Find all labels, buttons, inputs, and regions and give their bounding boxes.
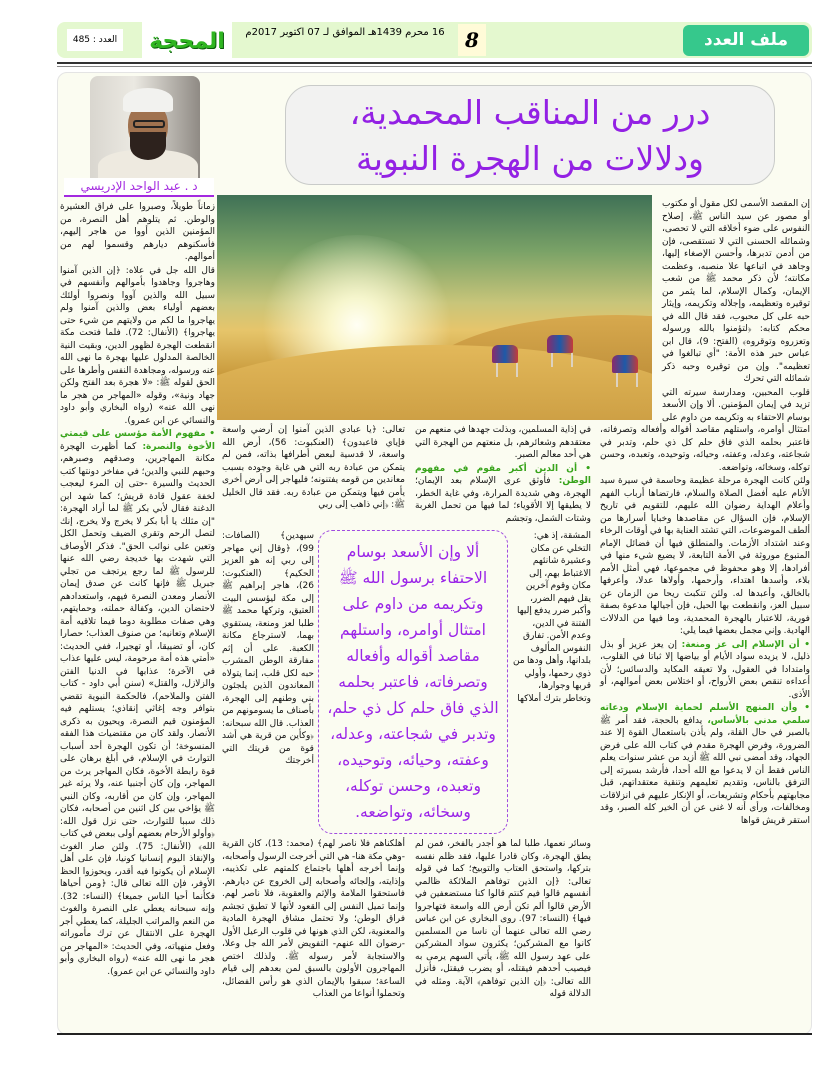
paragraph [60,428,215,978]
section-tab: ملف العدد [683,25,809,56]
paragraph: سيهدين﴾ (الصافات: 99)، ﴿وقال إني مهاجر إلى ربي إنه هو العزيز الحكيم﴾ (العنكبوت: 26)، هاجر إبراهيم ﷺ إلى مكة ليؤسس البيت العتيق، وتركها محمد ﷺ طلبا لعز ومنعة، يستقوي بهما، لاسترجاع مكانة الكعبة. على أن إثم مفارقة الوطن المشرب حبه لكل قلب، إنما يتولاه المعاندون الذين يلجئون بني وطنهم إلى الهجرة، بأصناف ما يسومونهم من العذاب. قال الله سبحانه: ﴿وكأين من قرية هي أشد قوة من قريتك التي أخرجتك [222,531,314,766]
subheading: • أن الإسلام إلى عز ومنعة: [677,639,810,650]
header-divider [57,62,812,64]
paragraph: زماناً طويلاً، وصبروا على فراق العشيرة والوطن. ثم يتلوهم أهل النصرة، من المؤمنين الذين أووا من هاجر إليهم، فأسكنوهم ديارهم وقسموا لهم من أموالهم. [60,202,215,262]
column-left [60,201,215,979]
paragraph: ولئن كانت الهجرة مرحلة عظيمة وحاسمة في سيرة سيد الأنام عليه أفضل الصلاة والسلام، فارتضاها أرباب الفهم وأعلام الهداية رضوان الله عليهم، للتقويم في تاريخ الإسلام، فإن السؤال عن مقاصدها وخبايا أسرارها من ألطف الموضوعات، التي تشتد العناية بها في أوقات الرخاء وعند اشتداد الأزمات. والمنطلق فيها أن فضائل الإمام المتبوع موروثة في الأمة التابعة، لا يضيع شيء منها في أفرادها، إلا وهو محفوظ في مجموعها، فهي أمثل الأمم بلاء، وأسدها اهتداء، وأرحمها، وأولاها عدلا، وأعرفها بالخالق، وأعبدها له. ولئن تنكبت ريحا من الزمان عن سبيل العز، وانقطعت بها الحيل، فإن أجيالها مدعوة بصفة فورية، للاعتبار بالهجرة المحمدية، وما فيها من الدلالات الهادية. وإني مجمل بعضها فيما يلي: [600,476,810,636]
paragraph [600,639,810,702]
column-second-top [222,424,405,513]
paragraph-text: يدافع بالحجة، فقد أمر ﷺ بالصبر في حال القلة، ولم يأذن باستعمال القوة إلا عند الضرورة، وفرض الهجرة مقدم في كتاب الله على فرض الجهاد، وقد أمضى نبي الله ﷺ أزيد من عشر سنوات يعلم الناس فقط أن لا يدعوا مع الله أحدا، فأرشد بسيرته إلى الترفق بالناس، وتقديم تعليمهم وتنقية معتقداتهم، قبل مجابهتهم بأحكام وتشريعات، أو الإنكار عليهم في انزلاقات ومخالفات، ورأى أنه لا غنى عن أن الخير كله الصبر، وقد استقر قريش قواها [600,715,810,826]
column-middle-top [415,424,591,526]
camel-icon [547,335,573,353]
article-title [285,85,775,185]
image-wrap-spacer [600,198,662,422]
paragraph: وسائر نعمها، طلبا لما هو أجدر بالفخر، فمن لم يطق الهجرة، وكان قادرا عليها، فقد ظلم نفسه بتركها، واستحق العتاب والتوبيخ؛ كما في قوله تعالى: ﴿إن الذين توفاهم الملائكة ظالمي أنفسهم قالوا فيم كنتم قالوا كنا مستضعفين في الأرض قالوا ألم تكن أرض الله واسعة فتهاجروا فيها﴾ (النساء: 97). روى البخاري عن ابن عباس رضي الله تعالى عنهما أن ناسا من المسلمين كانوا مع المشركين؛ يكثرون سواد المشركين على عهد رسول الله ﷺ، يأتي السهم يرمى به فيصيب أحدهم فيقتله، أو يضرب فيقتل، فأنزل الله تعالى: ﴿إن الذين توفاهم﴾ الآية. ومثله في الدلالة قوله [415,839,591,999]
paragraph-text: فأوثق عرى الإسلام بعد الإيمان؛ الهجرة، وهي شديدة المرارة، وفي غاية الخطر، لا يطيقها إلا الأقوياء؛ لما فيها من تحمل الغربة وشتات الشمل، وتجشم [415,476,591,524]
subheading: • وأن المنهج الأسلم لحماية الإسلام ودعاته سلمي مدني بالأساس، [600,703,810,726]
page-number: 8 [458,24,486,56]
newspaper-logo: المحجة [142,22,232,62]
middle-columns [222,424,591,1002]
title-line-1: درر من المناقب المحمدية، [349,93,711,132]
column-second-narrow [222,530,314,769]
paragraph: أهلكناهم فلا ناصر لهم﴾ (محمد: 13)، كان القرية -وهي مكة هنا- هي التي أخرجت الرسول وأصحابه، وإنما أخرجه أهلها باجتماع كلمتهم على تكذيبه، وإذايته، وإلجائه وأصحابه إلى الخروج عن ديارهم. فاستحقوا الملامة والإثم والعقوبة، فلا ناصر لهم. وإنما تميل النفس إلى القعود لأنها لا تطيق تجشم فراق الوطن؛ ولا تحتمل مشاق الهجرة المادية والمعنوية، لكن الذي هونها في قلوب الرعيل الأول -رضوان الله عنهم- التفويض لأمر الله جل وعلا، والاستجابة لأمر رسوله ﷺ. ولذلك اختص المهاجرون الأولون بالسبق لمن بعدهم إلى قيام الساعة؛ سبقوا بالإيمان الذي هو رأس الفضائل، وتحملوا أنواعا من العذاب [222,839,405,999]
footer-divider [57,1033,812,1035]
paragraph: قال الله جل في علاه: ﴿إن الذين آمنوا وهاجروا وجاهدوا بأموالهم وأنفسهم في سبيل الله والذين آووا ونصروا أولئك بعضهم أولياء بعض والذين آمنوا ولم يهاجروا ما لكم من ولايتهم من شيء حتى يهاجروا﴾ (الأنفال: 72). فلما فتحت مكة انقطعت الهجرة لظهور الدين، وبقيت النية الخالصة المدلول عليها بهجرة ما نهى الله عنه ورسوله، ومجاهدة النفس وأطرها على الحق لقوله ﷺ: «لا هجرة بعد الفتح ولكن جهاد ونية»، وقوله «المهاجر من هجر ما نهى الله عنه» (رواه البخاري وأبو داود والنسائي عن ابن عمرو). [60,265,215,426]
author-photo [90,76,200,178]
issue-date: 16 محرم 1439هـ الموافق لـ 07 اكتوبر 2017م [245,27,445,38]
paragraph: إن المقصد الأسمى لكل مقول أو مكتوب أو مصور عن سيد الناس ﷺ، إصلاح النفوس على ضوء أخلاقه التي لا تحصى، وشمائله الحسنى التي لا تستقصى، فإن من أدمن تدبرها، وأحسن الإصغاء إليها، وجاهد في اتباعها علا منصبه، وعظمت مكانته؛ لأن ذكر محمد ﷺ من شعب الإيمان، وكمال الإسلام، لما يثمر من توقيره وتعظيمه، وإجلاله وتكريمه، وإيثار حبه على كل محبوب، فقد قال الله في محكم كتابه: ﴿لتؤمنوا بالله ورسوله وتعزروه وتوقروه﴾ (الفتح: 9)، قال ابن عباس حبر هذه الأمة: "أي تبالغوا في تعظيمه". وإن من توقيره وحبه ذكر شمائله التي تحرك [662,199,811,384]
paragraph-text: كما أظهرت الهجرة مكانة المهاجرين، وصدقهم وصبرهم، وحبهم للنبي والدين؛ في مفاخر دونتها كتب الحديث والسيرة -حتى إن المرء ليعجب لخفة عقول قادة قريش؛ كما شهد ابن الدغنة فقال لأبي بكر ﷺ لما أراد الهجرة: "إن مثلك يا أبا بكر لا يخرج ولا يخرج، إنك لتصل الرحم وتقري الضيف وتحمل الكل وتعين على نوائب الحق". فذكر الأوصاف التي شهدت بها خديجة رضي الله عنها للرسول ﷺ لما رجع يرتجف من تجلي جبريل ﷺ فإنها كانت عن صدق إيمان الأنصار ومعدن النصرة فيهم، واستعدادهم لاحتضان الدين، وكفالة حملته، وحمايتهم، وهي صفات مطلوبة دوما فيما تلاقيه أمة الإسلام وتعانيه؛ من صنوف العذاب؛ حصارا كان، أو تضييقا، أو تهجيرا، ففي الحديث: «أمتي هذه أمة مرحومة، ليس عليها عذاب في الآخرة؛ عذابها في الدنيا الفتن والزلازل، والقتل» (سنن أبي داود - كتاب الفتن والملاحم)، فالحكمة النبوية تقضي بتوافر وجه إغاثي إنقاذي؛ يستلهم فيه المؤمنون قيم النصرة، ويحيون به ذكرى الأنصار. ولقد كان من مقتضيات هذا الفقه المنسوخة؛ أن تكون الهجرة أحد أسباب التوارث في الإسلام، في أبلغ برهان على قوة رابطة الأخوة، فكان المهاجر يرث من المهاجر، وإن كان أجنبيا عنه، ولا يرثه غير المهاجر، وإن كان من أقاربه، وكان النبي ﷺ يؤاخي بين كل اثنين من أصحابه، فكان ذلك سببا للتوارث، حتى نزل قول الله: ﴿وأولو الأرحام بعضهم أولى ببعض في كتاب الله﴾ (الأنفال: 75). ولئن صار الغوث والإنقاذ اليوم إنسانيا كونيا، فإن على أهل الإسلام أن يكونوا فيه أقدر، ويحوزوا الحظ الأوفر، فإن الله تعالى قال: ﴿ومن أحياها فكأنما أحيا الناس جميعا﴾ (النساء: 32). وإنه سبحانه يعطي على النصرة والغوث من النعم والمراتب الجليلة، كما يعطي أجر الهجرة على الانتقال عن ترك مأموراته وفعل منهياته، وفي الحديث: «المهاجر من هجر ما نهى الله عنه» (رواه البخاري وأبو داود والنسائي عن ابن عمرو). [60,441,215,977]
author-name: د . عبد الواحد الإدريسي [64,178,214,197]
column-middle-bottom [415,838,591,1002]
subheading: • مفهوم الأمة مؤسس على قيمتي الأخوة والنصرة: [60,429,215,452]
paragraph: في إذاية المسلمين، وبذلت جهدها في منعهم من معتقدهم وشعائرهم، بل منعتهم من الهجرة التي هي أحد معالم الصبر. [415,425,591,460]
column-middle-narrow [513,530,591,706]
column-second-bottom [222,838,405,1002]
paragraph-text: إن يعز عزيز أو بذل ذليل، لا يزيده سواد الأيام أو بياضها إلا ثباتا في القلوب، وامتدادا في العقول، ولا تعيقه المكايد والدسائس؛ لأن أعداءه تنقص بعض الأرواح، أو اختلاس بعض أموالهم، أو الأذى. [600,639,810,700]
title-line-2: ودلالات من الهجرة النبوية [356,139,704,178]
paragraph: تعالى: ﴿يا عبادي الذين آمنوا إن أرضي واسعة فإياي فاعبدون﴾ (العنكبوت: 56)، أرض الله واسعة، لا قدسية لبعض أطرافها بذاته، فمن لم يتمكن من عبادة ربه التي هي غاية وجوده بسبب معاندين من قومه يفتنونه؛ فليهاجر إلى أرض أخرى يأمن فيها ويتمكن من عبادة ربه. فقد قال الخليل ﷺ: ﴿إني ذاهب إلى ربي [222,425,405,510]
issue-number: العدد : 485 [67,29,123,51]
camel-icon [492,345,518,363]
pull-quote: ألا وإن الأسعد بوسام الاحتفاء برسول الله ﷺ وتكريمه من داوم على امتثال أوامره، واستلهم مقاصد أقواله وأفعاله وتصرفاته، فاعتبر بحلمه الذي فاق حلم كل ذي حلم، وتدبر في شجاعته، وعدله، وعفته، وحيائه، وتوحيده، وتعبده، وحسن توكله، وسخائه، وتواضعه. [318,530,508,834]
paragraph: المشقة، إذ هي: التخلي عن مكان وعشيرة شانئهم الاغتباط بهم، إلى مكان وقوم آخرين يقل فيهم الضرر، وأكبر ضرر يدفع إليها الفتنة في الدين، وعدم الأمن. تفارق النفوس المألوف بلدانها، وأهل ودها من ذوي رحمها، وأولي قربها وجوارها، وتخاطر بترك أملاكها [512,531,591,704]
paragraph [600,702,810,827]
paragraph [415,463,591,526]
header-divider-thin [57,66,812,67]
desert-caravan-image [217,195,652,420]
subheading: • أن الدين أكبر مقوم في مفهوم الوطن: [415,463,591,486]
paragraph: قلوب المحبين، ومدارسة سيرته التي تزيد في إيمان المؤمنين. ألا وإن الأسعد بوسام الاحتفاء به وتكريمه من داوم على امتثال أوامره، واستلهم مقاصد أقواله وأفعاله وتصرفاته، فاعتبر بحلمه الذي فاق حلم كل ذي حلم، وتدبر في شجاعته، وعدله، وعفته، وحيائه، وتوحيده، وتعبده، وحسن توكله، وسخائه، وتواضعه. [600,387,810,473]
column-right [600,198,810,828]
